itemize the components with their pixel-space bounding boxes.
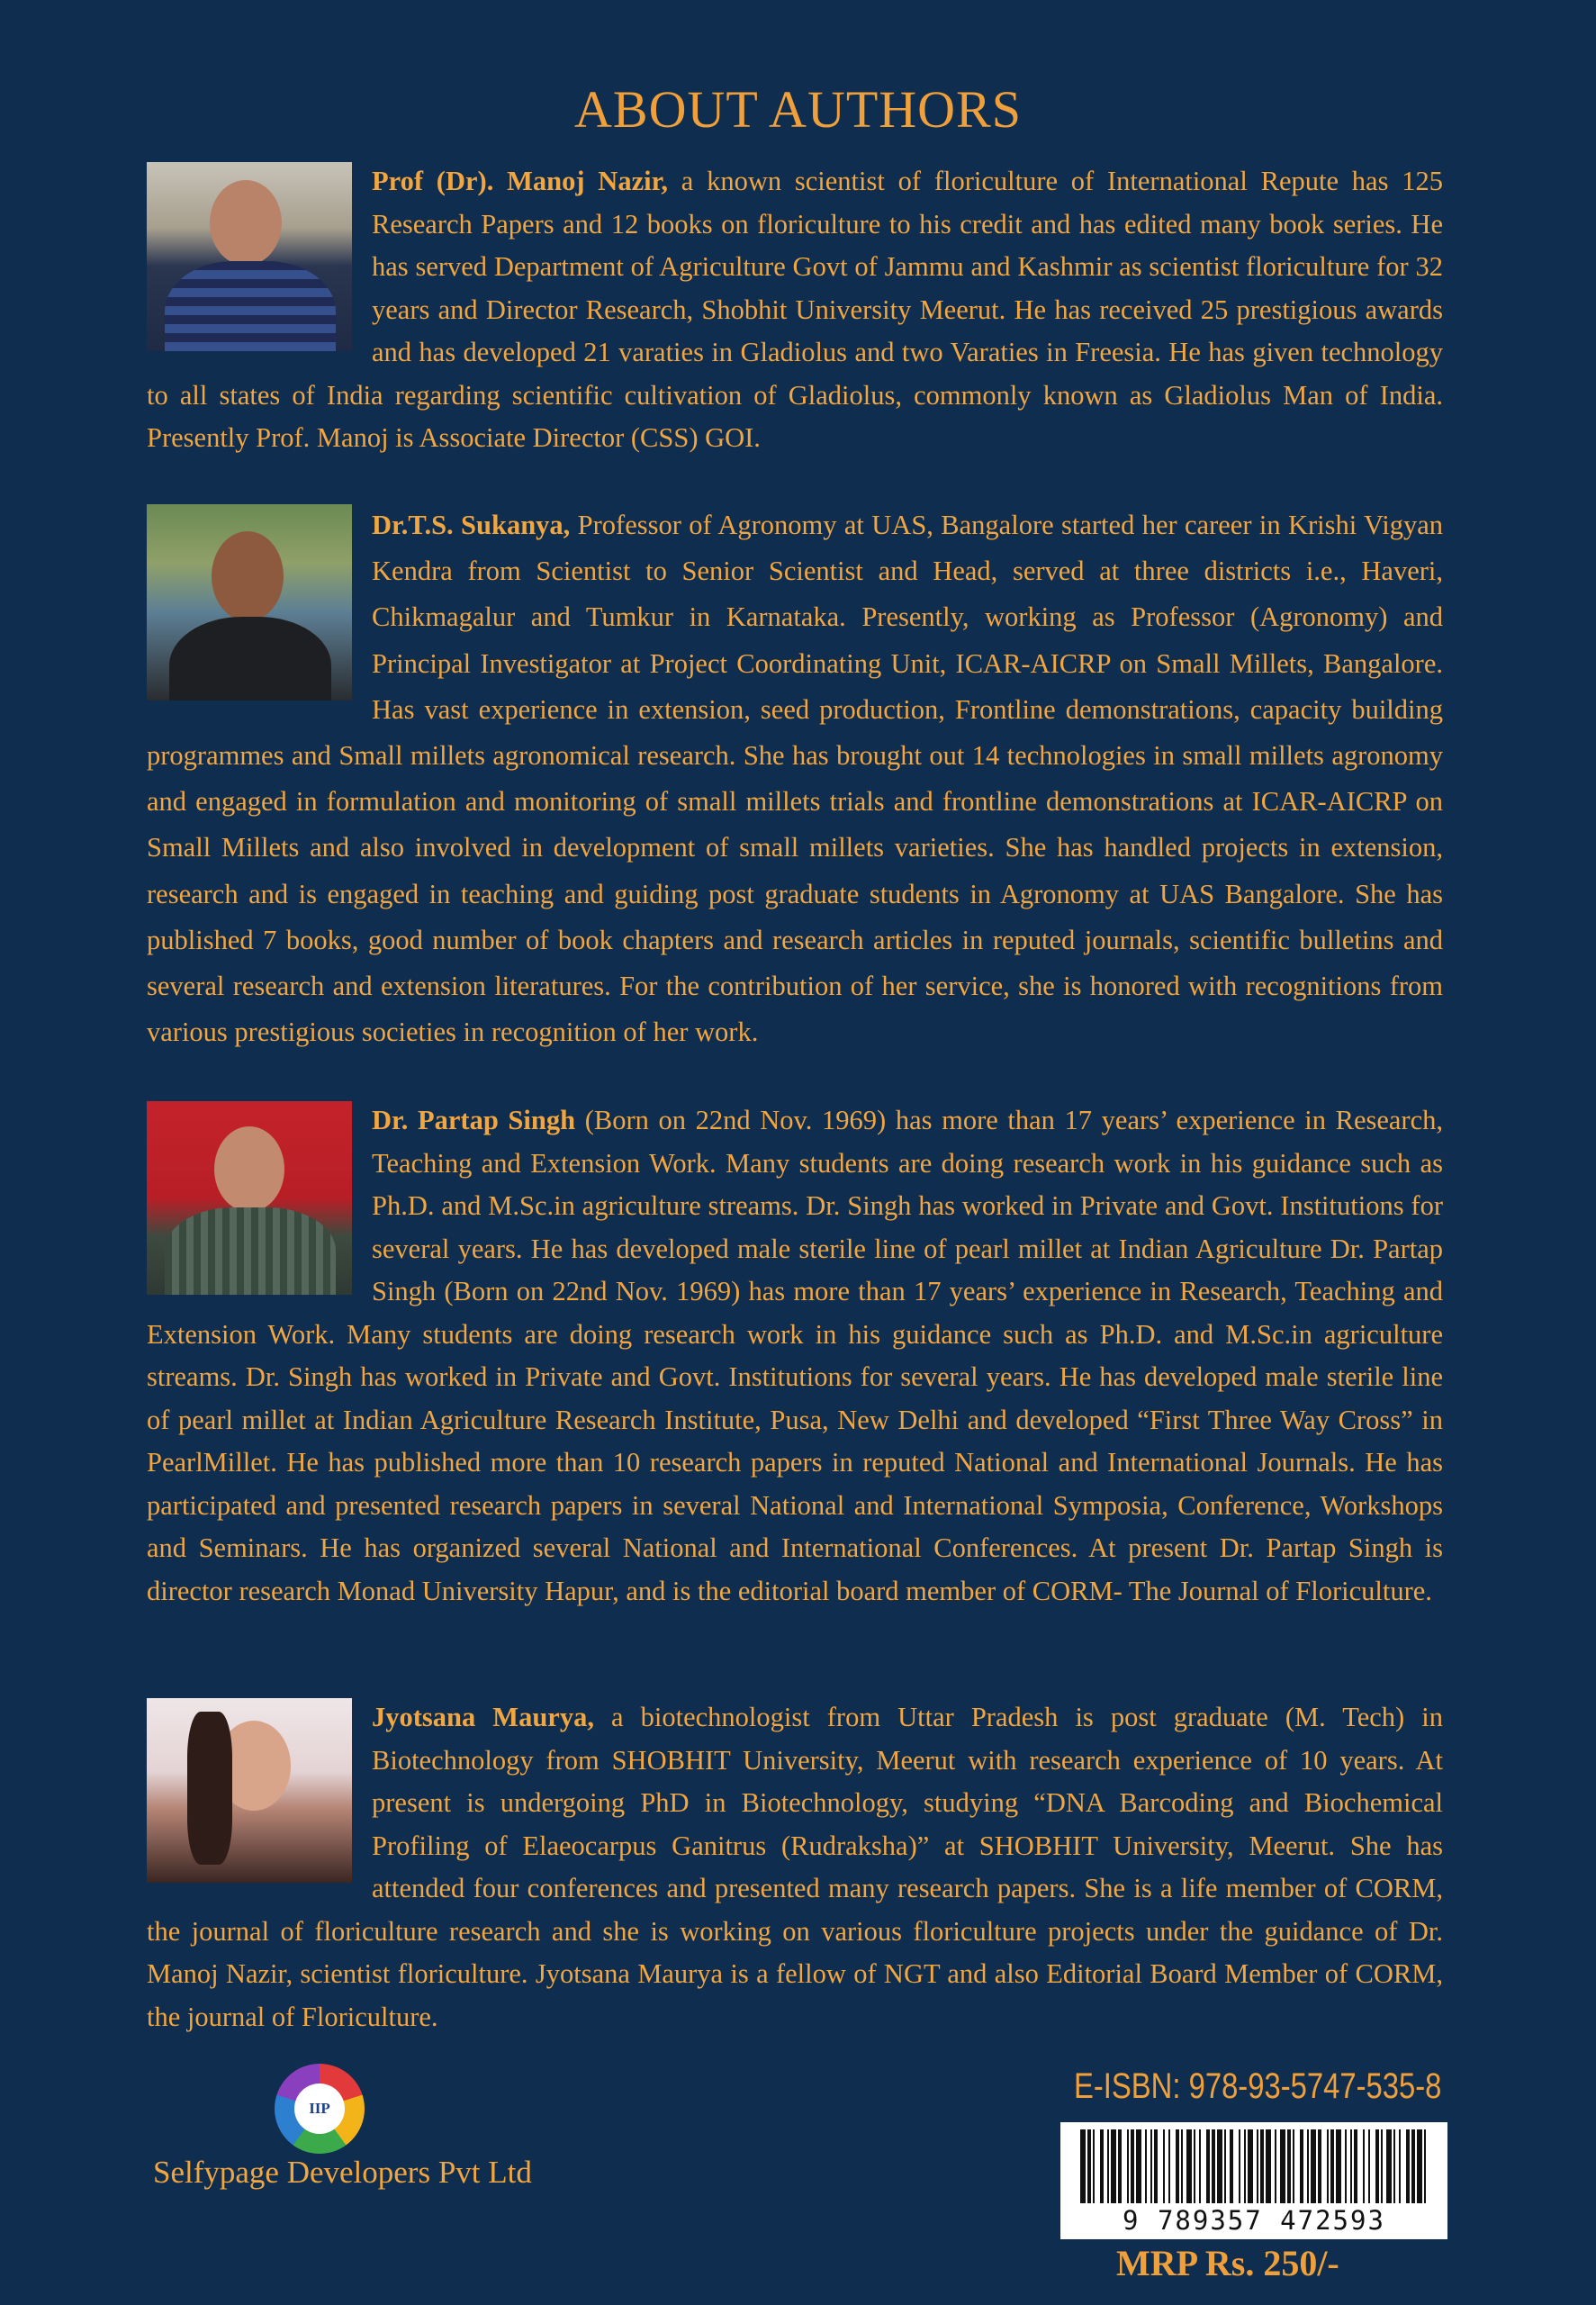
barcode-bar — [1176, 2129, 1179, 2203]
author-name: Dr.T.S. Sukanya, — [372, 510, 571, 540]
author-photo-jyotsana-maurya — [147, 1698, 352, 1883]
author-description: Professor of Agronomy at UAS, Bangalore started her career in Krishi Vigyan Kendra from Scientist to Senior Scientist and Head, served at three districts i.e., Haveri, Chikmagalur and Tumkur in Karnataka. Presently, working as Professor (Agronomy) and Principal Investigator at Project Coordinating Unit, ICAR-AICRP on Small Millets, Bangalore. Has vast experience in extension, seed production, Frontline demonstrations, capacity building programmes and Small millets agronomical research. She has brought out 14 technologies in small millets agronomy and engaged in formulation and monitoring of small millets trials and frontline demonstrations at ICAR-AICRP on Small Millets and also involved in development of small millets varieties. She has handled projects in extension, research and is engaged in teaching and guiding post graduate students in Agronomy at UAS Bangalore. She has published 7 books, good number of book chapters and research articles in reputed journals, scientific bulletins and several research and extension literatures. For the contribution of her service, she is honored with recognitions from various prestigious societies in recognition of her work. — [147, 510, 1443, 1048]
barcode-bar — [1406, 2129, 1410, 2203]
author-description: a known scientist of floriculture of International Repute has 125 Research Papers and 12 books on floriculture to his credit and has edited many book series. He has served Department of Agriculture Govt of Jammu and Kashmir as scientist floriculture for 32 years and Director Research, Shobhit University Meerut. He has received 25 prestigious awards and has developed 21 varaties in Gladiolus and two Varaties in Freesia. He has given technology to all states of India regarding scientific cultivation of Gladiolus, commonly known as Gladiolus Man of India. Presently Prof. Manoj is Associate Director (CSS) GOI. — [147, 166, 1443, 453]
price-label: MRP Rs. 250/- — [1116, 2243, 1339, 2283]
author-bio-1 — [147, 160, 1443, 460]
barcode-bar — [1100, 2129, 1104, 2203]
barcode-bar — [1224, 2129, 1226, 2203]
barcode-bar — [1163, 2129, 1165, 2203]
author-photo-manoj-nazir — [147, 162, 352, 351]
barcode-bar — [1336, 2129, 1341, 2203]
barcode-bar — [1318, 2129, 1321, 2203]
barcode-bar — [1118, 2129, 1122, 2203]
barcode-bar — [1168, 2129, 1170, 2203]
barcode-bar — [1424, 2129, 1426, 2203]
barcode-bar — [1350, 2129, 1352, 2203]
barcode-bar — [1293, 2129, 1294, 2203]
author-name: Dr. Partap Singh — [372, 1105, 576, 1135]
isbn-label: E-ISBN: 978-93-5747-535-8 — [1074, 2066, 1442, 2106]
barcode-bar — [1386, 2129, 1392, 2203]
barcode-bar — [1244, 2129, 1246, 2203]
barcode-bar — [1248, 2129, 1253, 2203]
publisher-logo — [275, 2064, 365, 2154]
barcode-bar — [1127, 2129, 1129, 2203]
barcode-bar — [1354, 2129, 1357, 2203]
barcode-bar — [1107, 2129, 1109, 2203]
author-bio-3 — [147, 1099, 1443, 1613]
barcode-bar — [1154, 2129, 1158, 2203]
barcode-bar — [1275, 2129, 1276, 2203]
author-photo-ts-sukanya — [147, 504, 352, 701]
barcode-bar — [1260, 2129, 1264, 2203]
barcode-bar — [1311, 2129, 1316, 2203]
barcode-bar — [1212, 2129, 1215, 2203]
author-name: Jyotsana Maurya, — [372, 1702, 594, 1732]
barcode-bar — [1307, 2129, 1309, 2203]
barcode-bar — [1136, 2129, 1141, 2203]
barcode-bar — [1266, 2129, 1271, 2203]
barcode-bar — [1330, 2129, 1334, 2203]
publisher-logo-text: IIP — [294, 2084, 345, 2134]
author-description: (Born on 22nd Nov. 1969) has more than 17 years’ experience in Research, Teaching and Extension Work. Many students are doing research work in his guidance such as Ph.D. and M.Sc.in agriculture streams. Dr. Singh has worked in Private and Govt. Institutions for several years. He has developed male sterile line of pearl millet at Indian Agriculture Dr. Partap Singh (Born on 22nd Nov. 1969) has more than 17 years’ experience in Research, Teaching and Extension Work. Many students are doing research work in his guidance such as Ph.D. and M.Sc.in agriculture streams. Dr. Singh has worked in Private and Govt. Institutions for several years. He has developed male sterile line of pearl millet at Indian Agriculture Research Institute, Pusa, New Delhi and developed “First Three Way Cross” in PearlMillet. He has published more than 10 research papers in reputed National and International Journals. He has participated and presented research papers in several National and International Symposia, Conference, Workshops and Seminars. He has organized several National and International Conferences. At present Dr. Partap Singh is director research Monad University Hapur, and is the editorial board member of CORM- The Journal of Floriculture. — [147, 1105, 1444, 1606]
publisher-name: Selfypage Developers Pvt Ltd — [153, 2155, 532, 2190]
page-title: ABOUT AUTHORS — [574, 80, 1022, 139]
barcode-bar — [1150, 2129, 1152, 2203]
barcode-bar — [1257, 2129, 1258, 2203]
barcode-bar — [1411, 2129, 1415, 2203]
author-photo-partap-singh — [147, 1101, 352, 1295]
barcode-bar — [1145, 2129, 1147, 2203]
barcode-bar — [1327, 2129, 1329, 2203]
barcode-bars — [1060, 2122, 1447, 2208]
barcode-bar — [1300, 2129, 1303, 2203]
barcode-bar — [1280, 2129, 1285, 2203]
author-description: a biotechnologist from Uttar Pradesh is post graduate (M. Tech) in Biotechnology from SHOBHIT University, Meerut with research experience of 10 years. At present is undergoing PhD in Biotechnology, studying “DNA Barcoding and Biochemical Profiling of Elaeocarpus Ganitrus (Rudraksha)” at SHOBHIT University, Meerut. She has attended four conferences and presented many research papers. She is a life member of CORM, the journal of floriculture research and she is working on various floriculture projects under the guidance of Dr. Manoj Nazir, scientist floriculture. Jyotsana Maurya is a fellow of NGT and also Editorial Board Member of CORM, the journal of Floriculture. — [147, 1702, 1443, 2032]
barcode-bar — [1368, 2129, 1370, 2203]
barcode-bar — [1186, 2129, 1192, 2203]
barcode-bar — [1287, 2129, 1291, 2203]
author-name: Prof (Dr). Manoj Nazir, — [372, 166, 668, 196]
barcode-bar — [1239, 2129, 1240, 2203]
barcode-bar — [1417, 2129, 1422, 2203]
barcode-bar — [1393, 2129, 1395, 2203]
barcode-bar — [1230, 2129, 1233, 2203]
barcode-digits: 9 789357 472593 — [1123, 2205, 1385, 2236]
barcode-bar — [1093, 2129, 1095, 2203]
barcode-bar — [1206, 2129, 1210, 2203]
barcode-bar — [1131, 2129, 1134, 2203]
barcode-bar — [1111, 2129, 1116, 2203]
barcode-bar — [1087, 2129, 1091, 2203]
barcode-bar — [1199, 2129, 1201, 2203]
author-bio-2 — [147, 502, 1443, 1055]
barcode-bar — [1217, 2129, 1222, 2203]
barcode-bar — [1363, 2129, 1365, 2203]
author-bio-4 — [147, 1696, 1443, 2038]
barcode-bar — [1375, 2129, 1379, 2203]
barcode-bar — [1345, 2129, 1347, 2203]
barcode-bar — [1181, 2129, 1183, 2203]
barcode-bar — [1194, 2129, 1195, 2203]
barcode-bar — [1080, 2129, 1086, 2203]
barcode-bar — [1381, 2129, 1383, 2203]
barcode — [1060, 2122, 1447, 2239]
barcode-bar — [1399, 2129, 1401, 2203]
